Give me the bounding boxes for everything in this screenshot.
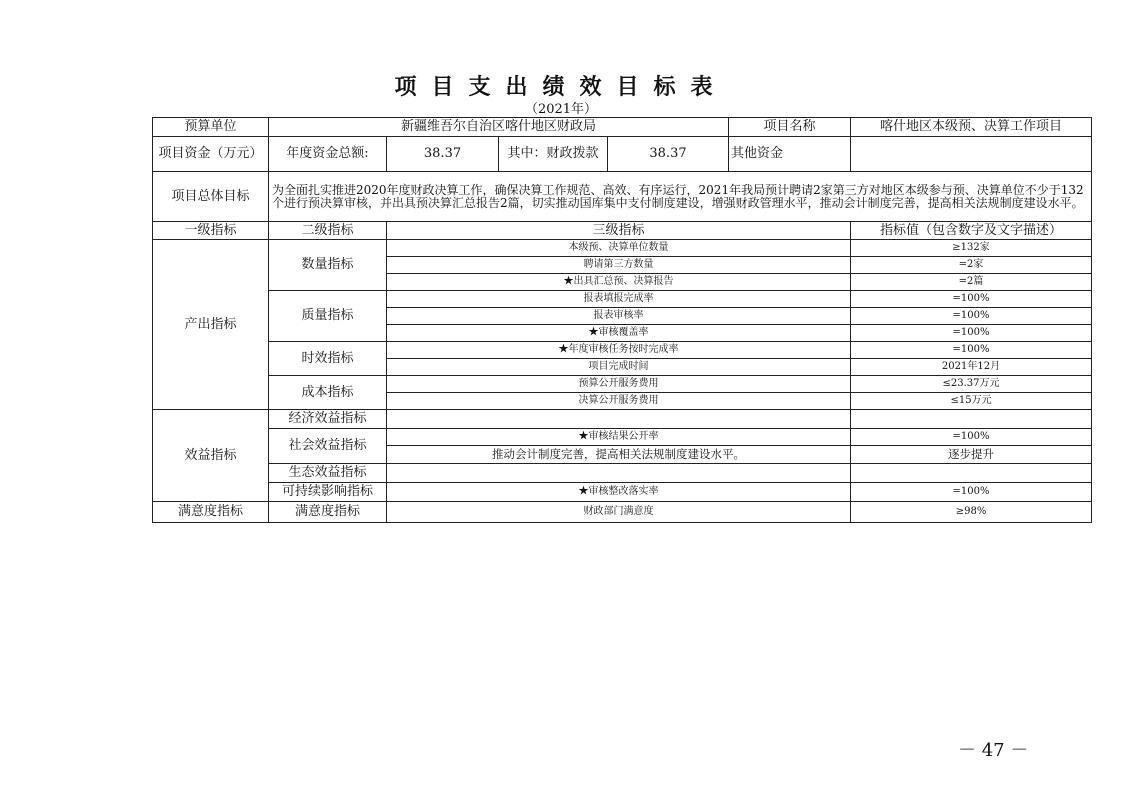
indicator-value: =100% bbox=[851, 429, 1092, 446]
cost-indicator-label: 成本指标 bbox=[269, 376, 387, 410]
indicator-value: =100% bbox=[851, 325, 1092, 342]
performance-goal-table bbox=[152, 117, 1092, 523]
table-row bbox=[153, 429, 1092, 446]
satisfaction-indicator-label: 满意度指标 bbox=[153, 502, 269, 523]
indicator-name: 报表审核率 bbox=[387, 308, 851, 325]
col-value-header: 指标值（包含数字及文字描述） bbox=[851, 222, 1092, 240]
table-row bbox=[153, 291, 1092, 308]
other-funds-value bbox=[851, 137, 1092, 172]
indicator-value: ≤15万元 bbox=[851, 393, 1092, 410]
fiscal-allocation-value: 38.37 bbox=[608, 137, 729, 172]
col-level3-header: 三级指标 bbox=[387, 222, 851, 240]
indicator-name: 报表填报完成率 bbox=[387, 291, 851, 308]
column-header-row bbox=[153, 222, 1092, 240]
quality-indicator-label: 质量指标 bbox=[269, 291, 387, 342]
social-benefit-label: 社会效益指标 bbox=[269, 429, 387, 464]
other-funds-label: 其他资金 bbox=[729, 137, 851, 172]
indicator-name: ★出具汇总预、决算报告 bbox=[387, 274, 851, 291]
budget-unit-label: 预算单位 bbox=[153, 118, 269, 137]
timeliness-indicator-label: 时效指标 bbox=[269, 342, 387, 376]
benefit-indicator-label: 效益指标 bbox=[153, 410, 269, 502]
year-subtitle: （2021年） bbox=[524, 102, 598, 117]
col-level2-header: 二级指标 bbox=[269, 222, 387, 240]
economic-benefit-label: 经济效益指标 bbox=[269, 410, 387, 429]
indicator-value: =2篇 bbox=[851, 274, 1092, 291]
page-number: － 47 － bbox=[958, 740, 1029, 761]
project-name-value: 喀什地区本级预、决算工作项目 bbox=[851, 118, 1092, 137]
project-name-label: 项目名称 bbox=[729, 118, 851, 137]
annual-total-value: 38.37 bbox=[387, 137, 499, 172]
indicator-name: ★年度审核任务按时完成率 bbox=[387, 342, 851, 359]
indicator-value: ≥98% bbox=[851, 502, 1092, 523]
quantity-indicator-label: 数量指标 bbox=[269, 240, 387, 291]
sustainable-impact-label: 可持续影响指标 bbox=[269, 483, 387, 502]
funds-row bbox=[153, 137, 1092, 172]
overall-goal-text: 为全面扎实推进2020年度财政决算工作，确保决算工作规范、高效、有序运行，2021年我局预计聘请2家第三方对地区本级参与预、决算单位不少于132个进行预决算审核，并出具预决算汇总报告2篇，切实推动国库集中支付制度建设，增强财政管理水平，推动会计制度完善，提高相关法规制度建设水平。 bbox=[269, 172, 1092, 222]
overall-goal-label: 项目总体目标 bbox=[153, 172, 269, 222]
indicator-value: ≤23.37万元 bbox=[851, 376, 1092, 393]
indicator-name: ★审核结果公开率 bbox=[387, 429, 851, 446]
indicator-value: ≥132家 bbox=[851, 240, 1092, 257]
indicator-name bbox=[387, 464, 851, 483]
table-row bbox=[153, 342, 1092, 359]
fiscal-allocation-label: 其中：财政拨款 bbox=[499, 137, 608, 172]
indicator-value: 逐步提升 bbox=[851, 446, 1092, 464]
indicator-name: ★审核整改落实率 bbox=[387, 483, 851, 502]
indicator-name: 项目完成时间 bbox=[387, 359, 851, 376]
annual-total-label: 年度资金总额: bbox=[269, 137, 387, 172]
table-row bbox=[153, 464, 1092, 483]
table-row bbox=[153, 376, 1092, 393]
table-row bbox=[153, 240, 1092, 257]
indicator-name: 决算公开服务费用 bbox=[387, 393, 851, 410]
indicator-name: 聘请第三方数量 bbox=[387, 257, 851, 274]
indicator-value bbox=[851, 464, 1092, 483]
budget-unit-row bbox=[153, 118, 1092, 137]
indicator-name: 预算公开服务费用 bbox=[387, 376, 851, 393]
col-level1-header: 一级指标 bbox=[153, 222, 269, 240]
table-row bbox=[153, 502, 1092, 523]
budget-unit-value: 新疆维吾尔自治区喀什地区财政局 bbox=[269, 118, 729, 137]
funds-label: 项目资金（万元） bbox=[153, 137, 269, 172]
page-title: 项目支出绩效目标表 bbox=[394, 75, 728, 100]
indicator-value: =100% bbox=[851, 483, 1092, 502]
table-row bbox=[153, 483, 1092, 502]
satisfaction-level2-label: 满意度指标 bbox=[269, 502, 387, 523]
output-indicator-label: 产出指标 bbox=[153, 240, 269, 410]
indicator-value: =100% bbox=[851, 308, 1092, 325]
indicator-value: =100% bbox=[851, 342, 1092, 359]
indicator-name: ★审核覆盖率 bbox=[387, 325, 851, 342]
indicator-name: 推动会计制度完善，提高相关法规制度建设水平。 bbox=[387, 446, 851, 464]
indicator-value: =2家 bbox=[851, 257, 1092, 274]
indicator-value: =100% bbox=[851, 291, 1092, 308]
ecological-benefit-label: 生态效益指标 bbox=[269, 464, 387, 483]
indicator-value bbox=[851, 410, 1092, 429]
overall-goal-row bbox=[153, 172, 1092, 222]
indicator-name: 财政部门满意度 bbox=[387, 502, 851, 523]
indicator-name bbox=[387, 410, 851, 429]
table-row bbox=[153, 410, 1092, 429]
indicator-value: 2021年12月 bbox=[851, 359, 1092, 376]
indicator-name: 本级预、决算单位数量 bbox=[387, 240, 851, 257]
